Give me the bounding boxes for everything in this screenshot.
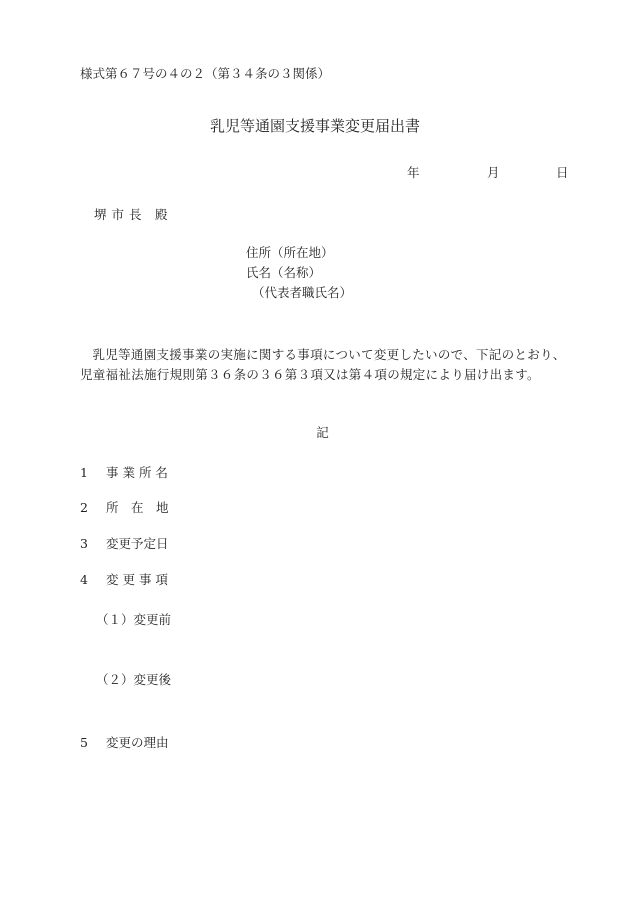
item-label: 変 更 事 項 <box>106 572 168 587</box>
addressee: 堺 市 長 殿 <box>94 207 168 222</box>
date-day-label: 日 <box>556 165 569 180</box>
list-item-office-name <box>80 465 168 481</box>
applicant-representative-label: （代表者職氏名） <box>252 285 353 300</box>
item-label: 所 在 地 <box>106 500 169 515</box>
item-number: 3 <box>80 536 88 551</box>
sub-item-after-change: （２）変更後 <box>96 672 172 687</box>
list-item-change-reason <box>80 735 169 751</box>
list-item-change-matters <box>80 572 168 588</box>
applicant-address-label: 住所（所在地） <box>246 245 334 260</box>
item-label: 変更予定日 <box>106 536 169 551</box>
list-item-change-date <box>80 536 169 552</box>
item-number: 2 <box>80 500 88 515</box>
list-item-location <box>80 500 169 516</box>
applicant-name-label: 氏名（名称） <box>246 265 322 280</box>
item-label: 事 業 所 名 <box>106 465 168 480</box>
document-title: 乳児等通園支援事業変更届出書 <box>209 117 420 135</box>
form-number: 様式第６７号の４の２（第３４条の３関係） <box>80 66 331 81</box>
ki-heading: 記 <box>316 425 329 440</box>
date-month-label: 月 <box>487 165 500 180</box>
item-number: 1 <box>80 465 88 480</box>
date-year-label: 年 <box>407 165 420 180</box>
sub-item-before-change: （１）変更前 <box>96 612 172 627</box>
item-number: 4 <box>80 572 88 587</box>
item-label: 変更の理由 <box>106 735 169 750</box>
body-paragraph: 乳児等通園支援事業の実施に関する事項について変更したいので、下記のとおり、児童福祉法施行規則第３６条の３６第３項又は第４項の規定により届け出ます。 <box>80 347 566 382</box>
item-number: 5 <box>80 735 88 750</box>
